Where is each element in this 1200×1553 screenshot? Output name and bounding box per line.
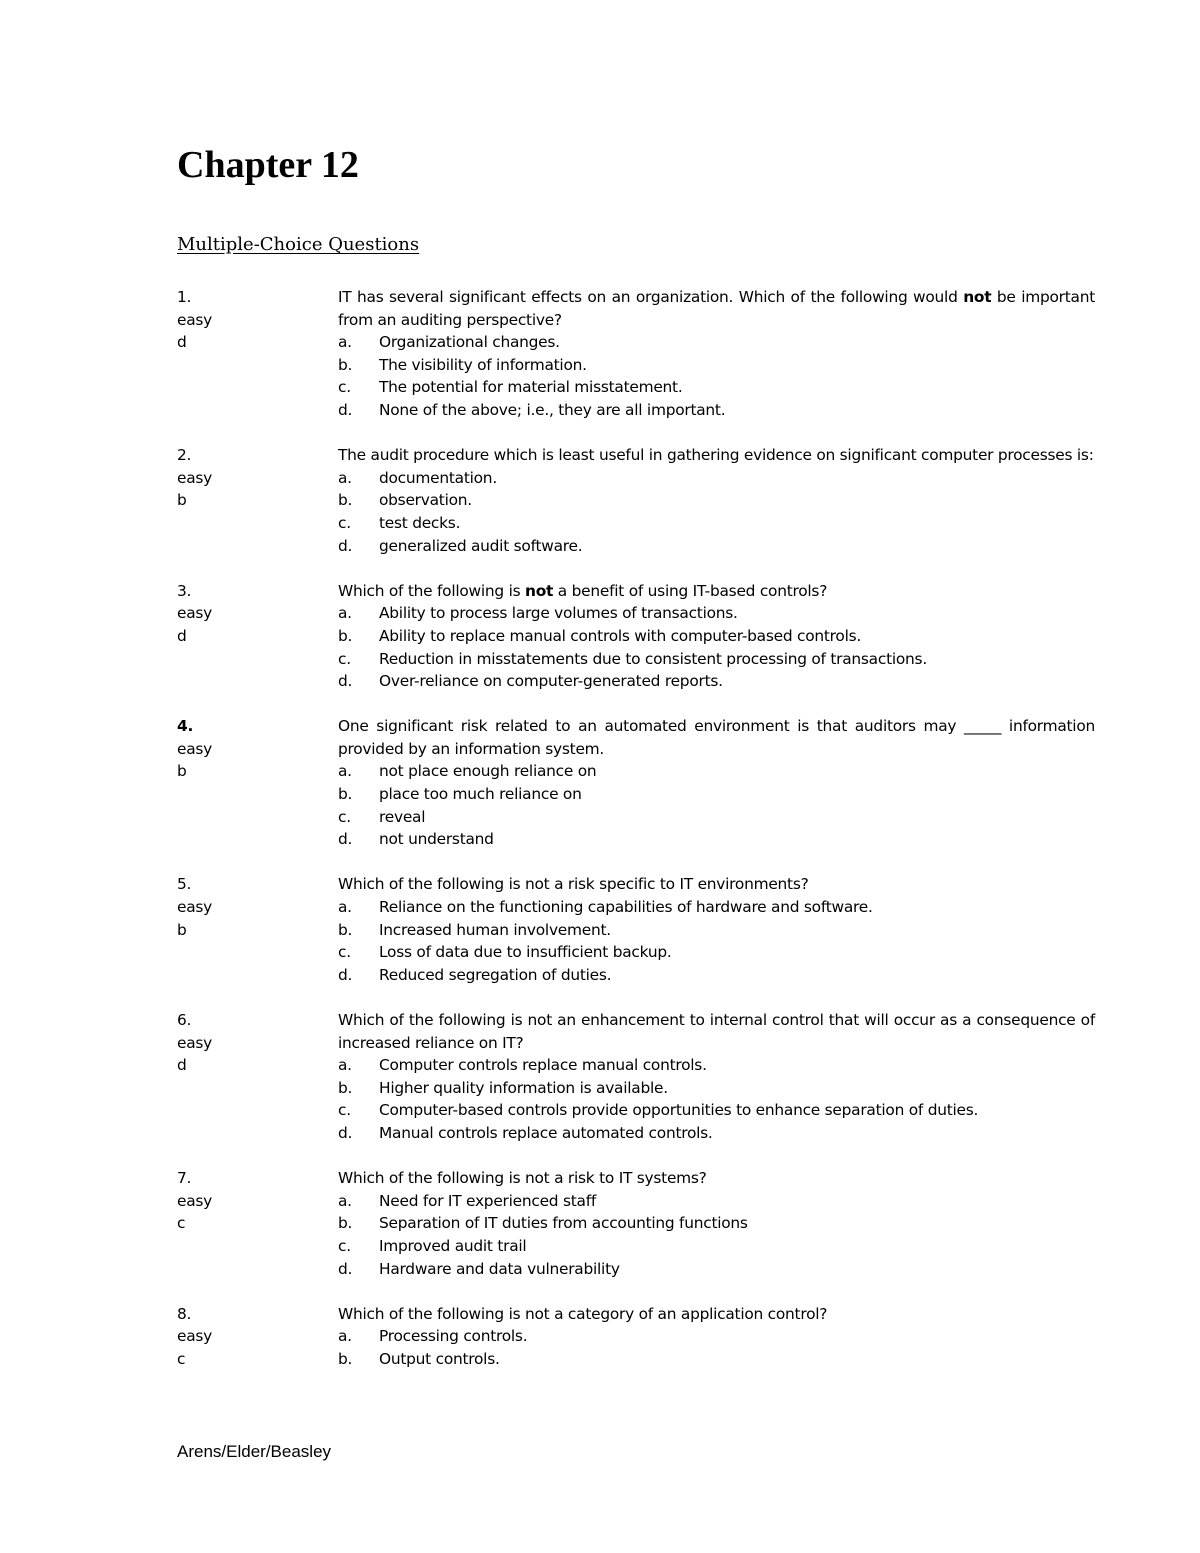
question-difficulty: easy: [177, 310, 213, 329]
option-a: a. Computer controls replace manual controls.: [338, 1056, 707, 1075]
option-d: d. Manual controls replace automated controls.: [338, 1123, 713, 1142]
question-difficulty: easy: [177, 604, 213, 623]
option-c: c. Reduction in misstatements due to consistent processing of transactions.: [338, 649, 927, 668]
option-d: d. Hardware and data vulnerability: [338, 1259, 620, 1278]
chapter-title: Chapter 12: [177, 144, 359, 186]
option-d: d. Reduced segregation of duties.: [338, 965, 612, 984]
question-answer: d: [177, 333, 187, 352]
option-a: a. Ability to process large volumes of transactions.: [338, 604, 738, 623]
option-b: b. Higher quality information is available.: [338, 1078, 668, 1097]
question-6: [177, 1009, 1095, 1145]
stem-emphasis: not: [525, 581, 554, 600]
question-body: [338, 1009, 1095, 1145]
stem-text: IT has several significant effects on an organization. Which of the following would: [338, 288, 964, 306]
option-a: a. not place enough reliance on: [338, 762, 597, 781]
question-answer: b: [177, 762, 187, 781]
question-4: [177, 715, 1095, 851]
question-stem: The audit procedure which is least useful in gathering evidence on significant computer processes is:: [338, 446, 1094, 465]
question-number: 8.: [177, 1304, 192, 1323]
question-number: 2.: [177, 446, 192, 465]
question-meta: [177, 580, 338, 693]
question-meta: [177, 1303, 338, 1371]
question-5: [177, 873, 1095, 986]
question-answer: d: [177, 1056, 187, 1075]
question-stem: One significant risk related to an automated environment is that auditors may _____ information provided by an information system.: [338, 717, 1095, 758]
question-difficulty: easy: [177, 1033, 213, 1052]
question-2: [177, 444, 1095, 557]
question-list: [177, 286, 1095, 1393]
option-b: b. Ability to replace manual controls with computer-based controls.: [338, 626, 862, 645]
page-footer: Arens/Elder/Beasley: [177, 1442, 332, 1461]
question-body: [338, 873, 1095, 986]
question-stem: Which of the following is not a category of an application control?: [338, 1304, 828, 1323]
question-answer: c: [177, 1349, 186, 1368]
question-answer: d: [177, 626, 187, 645]
option-b: b. place too much reliance on: [338, 785, 582, 804]
question-answer: c: [177, 1214, 186, 1233]
question-number: 7.: [177, 1169, 192, 1188]
option-a: a. documentation.: [338, 468, 497, 487]
question-meta: [177, 873, 338, 986]
question-difficulty: easy: [177, 468, 213, 487]
option-d: d. None of the above; i.e., they are all important.: [338, 400, 726, 419]
option-b: b. Separation of IT duties from accounting functions: [338, 1214, 748, 1233]
question-body: [338, 580, 1095, 693]
question-number: 6.: [177, 1011, 192, 1029]
stem-text: a benefit of using IT-based controls?: [553, 581, 828, 600]
question-body: [338, 444, 1095, 557]
question-difficulty: easy: [177, 1191, 213, 1210]
option-a: a. Organizational changes.: [338, 333, 560, 352]
question-body: [338, 286, 1095, 422]
question-difficulty: easy: [177, 898, 213, 917]
question-difficulty: easy: [177, 1327, 213, 1346]
question-3: [177, 580, 1095, 693]
option-c: c. Computer-based controls provide opportunities to enhance separation of duties.: [338, 1101, 979, 1120]
option-b: b. observation.: [338, 491, 472, 510]
question-number: 1.: [177, 288, 192, 306]
question-1: [177, 286, 1095, 422]
option-c: c. Loss of data due to insufficient backup.: [338, 943, 672, 962]
question-stem: [338, 286, 1095, 331]
stem-emphasis: not: [963, 288, 992, 306]
option-a: a. Need for IT experienced staff: [338, 1191, 597, 1210]
question-meta: [177, 286, 338, 422]
question-7: [177, 1167, 1095, 1280]
question-stem: Which of the following is not a risk to IT systems?: [338, 1169, 707, 1188]
option-a: a. Reliance on the functioning capabilities of hardware and software.: [338, 898, 873, 917]
section-title: Multiple-Choice Questions: [177, 234, 420, 255]
option-c: c. test decks.: [338, 513, 461, 532]
option-b: b. The visibility of information.: [338, 355, 587, 374]
question-body: [338, 715, 1095, 851]
question-body: [338, 1167, 1095, 1280]
question-difficulty: easy: [177, 739, 213, 758]
question-stem: Which of the following is not a risk specific to IT environments?: [338, 875, 809, 894]
option-d: d. not understand: [338, 830, 494, 849]
option-b: b. Output controls.: [338, 1349, 500, 1368]
option-c: c. Improved audit trail: [338, 1236, 527, 1255]
stem-text: be important from an auditing perspective?: [338, 288, 1095, 329]
question-meta: [177, 1167, 338, 1280]
option-d: d. Over-reliance on computer-generated reports.: [338, 672, 723, 691]
option-d: d. generalized audit software.: [338, 536, 583, 555]
stem-text: Which of the following is: [338, 581, 526, 600]
question-answer: b: [177, 491, 187, 510]
option-c: c. The potential for material misstatement.: [338, 378, 683, 397]
question-number: 5.: [177, 875, 192, 894]
option-b: b. Increased human involvement.: [338, 920, 611, 939]
question-number: 3.: [177, 581, 192, 600]
option-a: a. Processing controls.: [338, 1327, 528, 1346]
question-8: [177, 1303, 1095, 1371]
question-meta: [177, 444, 338, 557]
question-number: 4.: [177, 717, 194, 736]
question-meta: [177, 715, 338, 851]
question-meta: [177, 1009, 338, 1145]
question-stem: Which of the following is not an enhancement to internal control that will occur as a consequence of increased reliance on IT?: [338, 1011, 1095, 1052]
question-answer: b: [177, 920, 187, 939]
question-body: [338, 1303, 1095, 1371]
option-c: c. reveal: [338, 807, 426, 826]
question-stem: [338, 580, 1095, 603]
